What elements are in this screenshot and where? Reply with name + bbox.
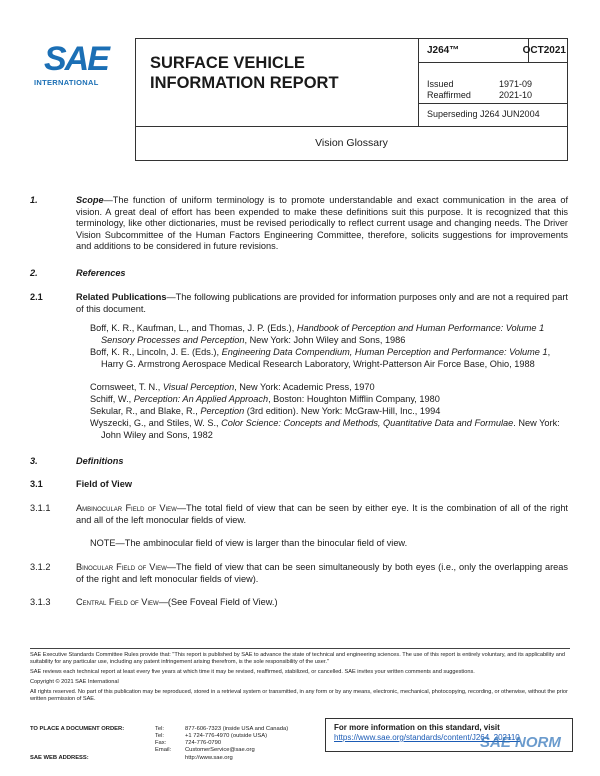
standard-link[interactable]: https://www.sae.org/standards/content/J264_202110: [334, 733, 520, 742]
section-number: 1.: [30, 195, 38, 205]
email-label: Email:: [155, 747, 172, 753]
definition-paragraph: [76, 562, 568, 585]
web-label: SAE WEB ADDRESS:: [30, 755, 89, 761]
ref-authors: Boff, K. R., Kaufman, L., and Thomas, J. P. (Eds.),: [90, 323, 297, 333]
fax-label: Fax:: [155, 740, 167, 746]
section-number: 3.1.1: [30, 503, 51, 513]
definition-text: —(See Foveal Field of View.): [158, 597, 278, 607]
superseding: Superseding J264 JUN2004: [427, 109, 540, 119]
issued-value: 1971-09: [499, 79, 533, 89]
reference-item: [90, 323, 568, 346]
definition-text: —The field of view that can be seen simultaneously by both eyes (i.e., only the overlapping areas of the right and left monocular fields of view).: [76, 562, 568, 584]
section-number: 3.1.2: [30, 562, 51, 572]
section-title: Scope: [76, 195, 104, 205]
definition-paragraph: [76, 597, 568, 609]
reference-item: [90, 347, 568, 370]
sae-logo: [30, 38, 130, 126]
subtitle-cell: [135, 126, 568, 161]
doc-number-cell: [419, 39, 529, 63]
definition-text: —The total field of view that can be seen by either eye. It is the combination of all of the right and all of the left monocular fields of view.: [76, 503, 568, 525]
section-title: References: [76, 268, 126, 278]
tel-label: Tel:: [155, 726, 165, 732]
ref-title: Color Science: Concepts and Methods, Quantitative Data and Formulae: [221, 418, 514, 428]
ref-title: Perception: [200, 406, 245, 416]
order-label: TO PLACE A DOCUMENT ORDER:: [30, 726, 125, 732]
ref-authors: Schiff, W.,: [90, 394, 134, 404]
reference-item: [90, 382, 568, 394]
page-title: Vision Glossary: [315, 137, 388, 149]
document-header: [30, 38, 568, 161]
tel-value: 877-606-7323 (inside USA and Canada): [185, 726, 289, 732]
reaffirmed-label: Reaffirmed: [427, 90, 471, 100]
ref-title: Perception: An Applied Approach: [133, 394, 269, 404]
ref-title: Engineering Data Compendium, Human Perception and Performance: Volume 1: [221, 347, 548, 357]
footer-copyright: Copyright © 2021 SAE International: [30, 679, 119, 685]
tel2-value: +1 724-776-4970 (outside USA): [185, 733, 268, 739]
section-number: 3.: [30, 456, 38, 466]
reference-item: [90, 394, 568, 406]
definition-term: Binocular Field of View: [76, 562, 167, 572]
reference-item: [90, 406, 568, 418]
doc-date-cell: [522, 39, 568, 63]
ref-title: Visual Perception: [162, 382, 235, 392]
tel2-label: Tel:: [155, 733, 165, 739]
ref-authors: Sekular, R., and Blake, R.,: [90, 406, 201, 416]
ref-authors: Boff, K. R., Lincoln, J. E. (Eds.),: [90, 347, 222, 357]
ref-publisher: , New York: John Wiley and Sons, 1986: [244, 334, 406, 345]
logo-subtext: INTERNATIONAL: [34, 78, 99, 87]
ref-authors: Wyszecki, G., and Stiles, W. S.,: [90, 418, 222, 428]
section-number: 3.1: [30, 479, 43, 489]
logo-text: SAE: [44, 40, 108, 78]
section-title: Definitions: [76, 456, 124, 466]
footer-review: SAE reviews each technical report at least every five years at which time it may be revised, reaffirmed, stabilized, or cancelled. SAE invites your written comments and suggestions.: [30, 669, 475, 675]
ref-publisher: , Harry G. Armstrong Aerospace Medical Research Laboratory, Wright-Patterson Air Force Base, Ohio, 1988: [101, 347, 551, 369]
section-number: 2.1: [30, 292, 43, 302]
definition-paragraph: [76, 503, 568, 526]
footer-rights: All rights reserved. No part of this publication may be reproduced, stored in a retrieval system or transmitted, in any form or by any means, electronic, mechanical, photocopying, recording, or otherwise, without the prior written permission of SAE.: [30, 689, 568, 702]
doc-type-cell: [135, 38, 419, 126]
issued-label: Issued: [427, 79, 454, 89]
more-info-heading: For more information on this standard, visit: [334, 723, 500, 732]
web-link[interactable]: http://www.sae.org: [185, 755, 233, 761]
ref-publisher: . New York: John Wiley and Sons, 1982: [101, 418, 560, 440]
section-title: Related Publications: [76, 292, 167, 302]
section-number: 2.: [30, 268, 38, 278]
reference-item: [90, 418, 568, 441]
email-link[interactable]: CustomerService@sae.org: [185, 747, 255, 753]
section-title: Field of View: [76, 479, 132, 489]
watermark: SAE NORM: [480, 734, 561, 751]
doc-date: OCT2021: [522, 45, 566, 56]
doc-meta-cell: [419, 38, 568, 126]
related-publications-text: —The following publications are provided for information purposes only and are not a required part of this document.: [76, 292, 568, 314]
doc-type-line2: INFORMATION REPORT: [150, 74, 339, 92]
fax-value: 724-776-0790: [185, 740, 222, 746]
note: NOTE—The ambinocular field of view is larger than the binocular field of view.: [90, 538, 408, 548]
doc-type-line1: SURFACE VEHICLE: [150, 54, 305, 72]
ref-title: Handbook of Perception and Human Performance: Volume 1 Sensory Processes and Perception: [101, 323, 545, 345]
divider: [419, 103, 568, 104]
ref-publisher: , Boston: Houghton Mifflin Company, 1980: [268, 394, 440, 404]
scope-text: —The function of uniform terminology is to promote understandable and exact communication in the area of vision. A great deal of effort has been expended to make these definitions suit this purpose. It is recognized that this terminology, like other dictionaries, must be revised periodically to reflect current usage and changing needs. The Driver Vision Subcommittee of the Human Factors Engineering Committee, therefore, solicits suggestions for improvements and additions to be considered in future revisions.: [76, 195, 568, 252]
doc-type: [150, 53, 339, 93]
footer: [30, 648, 570, 703]
ref-publisher: , New York: Academic Press, 1970: [234, 382, 375, 392]
doc-number: J264™: [427, 45, 460, 56]
reaffirmed-value: 2021-10: [499, 90, 533, 100]
scope-paragraph: [76, 195, 568, 253]
footer-rules: SAE Executive Standards Committee Rules provide that: "This report is published by SAE to advance the state of technical and engineering sciences. The use of this report is entirely voluntary, and its applicability and suitability for any particular use, including any patent infringement arising therefrom, is the sole responsibility of the user.": [30, 652, 566, 665]
ref-publisher: (3rd edition). New York: McGraw-Hill, Inc., 1994: [244, 406, 441, 416]
ref-authors: Cornsweet, T. N.,: [90, 382, 163, 392]
related-publications-paragraph: [76, 292, 568, 315]
definition-term: Central Field of View: [76, 597, 159, 607]
section-number: 3.1.3: [30, 597, 51, 607]
definition-term: Ambinocular Field of View: [76, 503, 177, 513]
